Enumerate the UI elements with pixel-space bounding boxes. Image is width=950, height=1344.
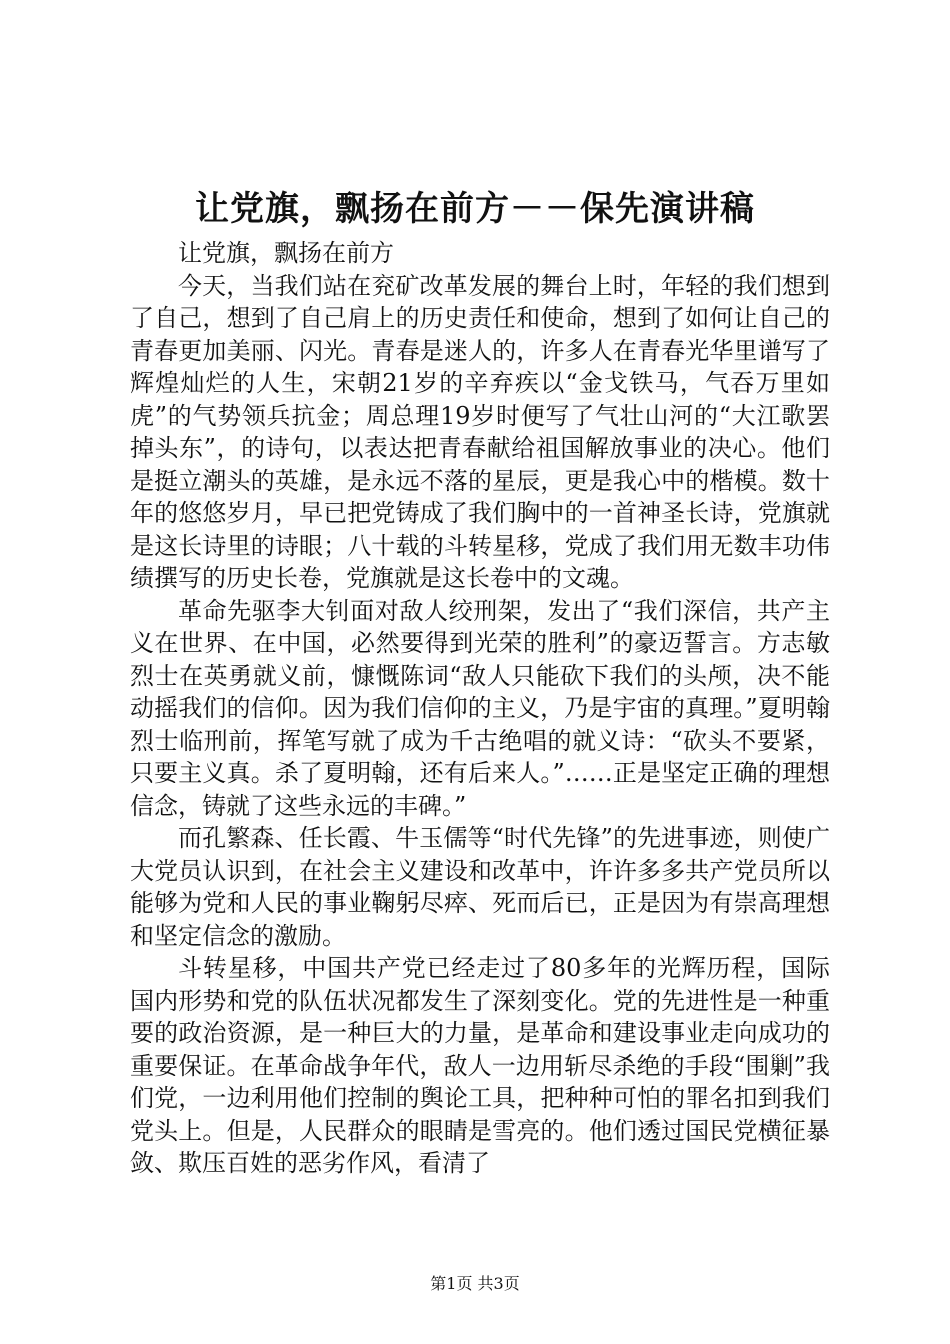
document-title: 让党旗，飘扬在前方－－保先演讲稿	[195, 189, 755, 229]
body-paragraph: 今天，当我们站在兖矿改革发展的舞台上时，年轻的我们想到了自己，想到了自己肩上的历史责任和使命，想到了如何让自己的青春更加美丽、闪光。青春是迷人的，许多人在青春光华里谱写了辉煌灿烂的人生，宋朝21岁的辛弃疾以“金戈铁马，气吞万里如虎”的气势领兵抗金；周总理19岁时便写了气壮山河的“大江歌罢掉头东”，的诗句，以表达把青春献给祖国解放事业的决心。他们是挺立潮头的英雄，是永远不落的星辰，更是我心中的楷模。数十年的悠悠岁月，早已把党铸成了我们胸中的一首神圣长诗，党旗就是这长诗里的诗眼；八十载的斗转星移，党成了我们用无数丰功伟绩撰写的历史长卷，党旗就是这长卷中的文魂。	[130, 271, 830, 592]
subtitle-paragraph: 让党旗，飘扬在前方	[178, 239, 394, 267]
body-paragraph: 斗转星移，中国共产党已经走过了80多年的光辉历程，国际国内形势和党的队伍状况都发生了深刻变化。党的先进性是一种重要的政治资源，是一种巨大的力量，是革命和建设事业走向成功的重要保证。在革命战争年代，敌人一边用斩尽杀绝的手段“围剿”我们党，一边利用他们控制的舆论工具，把种种可怕的罪名扣到我们党头上。但是，人民群众的眼睛是雪亮的。他们透过国民党横征暴敛、欺压百姓的恶劣作风，看清了	[130, 954, 830, 1177]
body-paragraph: 而孔繁森、任长霞、牛玉儒等“时代先锋”的先进事迹，则使广大党员认识到，在社会主义建设和改革中，许许多多共产党员所以能够为党和人民的事业鞠躬尽瘁、死而后已，正是因为有崇高理想和坚定信念的激励。	[130, 824, 830, 950]
document-body	[130, 237, 830, 1180]
body-paragraph: 革命先驱李大钊面对敌人绞刑架，发出了“我们深信，共产主义在世界、在中国，必然要得到光荣的胜利”的豪迈誓言。方志敏烈士在英勇就义前，慷慨陈词“敌人只能砍下我们的头颅，决不能动摇我们的信仰。因为我们信仰的主义，乃是宇宙的真理。”夏明翰烈士临刑前，挥笔写就了成为千古绝唱的就义诗：“砍头不要紧，只要主义真。杀了夏明翰，还有后来人。”……正是坚定正确的理想信念，铸就了这些永远的丰碑。”	[130, 596, 830, 820]
page-footer: 第1页 共3页	[430, 1274, 520, 1293]
